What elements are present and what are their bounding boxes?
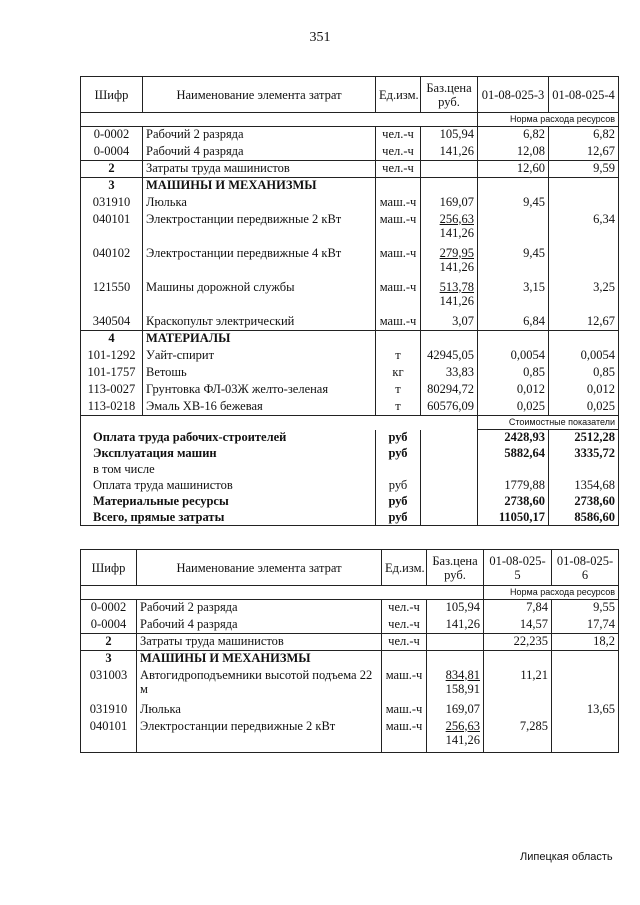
table-row bbox=[81, 178, 619, 195]
row-value-1 bbox=[484, 651, 552, 668]
row-unit: маш.-ч bbox=[382, 719, 427, 753]
row-price bbox=[427, 719, 484, 753]
row-price bbox=[421, 212, 478, 246]
table-row bbox=[81, 127, 619, 144]
row-value-1: 3,15 bbox=[478, 280, 549, 314]
row-name: Затраты труда машинистов bbox=[143, 161, 376, 178]
cost-row bbox=[81, 446, 619, 462]
row-name: МАШИНЫ И МЕХАНИЗМЫ bbox=[143, 178, 376, 195]
row-unit: маш.-ч bbox=[376, 314, 421, 331]
row-unit bbox=[376, 331, 421, 348]
cost-price-empty bbox=[421, 510, 478, 526]
row-unit: чел.-ч bbox=[376, 127, 421, 144]
row-value-1: 9,45 bbox=[478, 246, 549, 280]
row-price bbox=[421, 314, 478, 331]
cost-name: Всего, прямые затраты bbox=[81, 510, 376, 526]
cost-label-spacer bbox=[81, 416, 478, 430]
cost-name: в том числе bbox=[81, 462, 376, 478]
cost-row bbox=[81, 430, 619, 446]
header-col2: 01-08-025-4 bbox=[549, 77, 619, 113]
row-value-1: 14,57 bbox=[484, 617, 552, 634]
row-price bbox=[421, 195, 478, 212]
row-name: Краскопульт электрический bbox=[143, 314, 376, 331]
row-name: МАШИНЫ И МЕХАНИЗМЫ bbox=[137, 651, 382, 668]
table-row bbox=[81, 144, 619, 161]
row-unit: чел.-ч bbox=[382, 600, 427, 617]
row-name: Ветошь bbox=[143, 365, 376, 382]
row-value-2: 3,25 bbox=[549, 280, 619, 314]
row-price-extra: 158,91 bbox=[445, 681, 480, 696]
table-row bbox=[81, 280, 619, 314]
header-price: Баз.цена руб. bbox=[427, 550, 484, 586]
row-value-1: 12,60 bbox=[478, 161, 549, 178]
table-row bbox=[81, 399, 619, 416]
row-unit: маш.-ч bbox=[376, 246, 421, 280]
cost-name: Оплата труда машинистов bbox=[81, 478, 376, 494]
row-price-value: 105,94 bbox=[445, 600, 480, 614]
row-value-2: 12,67 bbox=[549, 314, 619, 331]
row-price bbox=[421, 365, 478, 382]
row-name: Уайт-спирит bbox=[143, 348, 376, 365]
header-col2: 01-08-025-6 bbox=[552, 550, 619, 586]
row-unit: маш.-ч bbox=[376, 195, 421, 212]
cost-value-2: 1354,68 bbox=[549, 478, 619, 494]
row-value-2 bbox=[552, 668, 619, 702]
cost-name: Эксплуатация машин bbox=[81, 446, 376, 462]
cost-value-2: 2738,60 bbox=[549, 494, 619, 510]
cost-row bbox=[81, 510, 619, 526]
header-unit: Ед.изм. bbox=[376, 77, 421, 113]
row-value-1: 7,84 bbox=[484, 600, 552, 617]
row-unit bbox=[382, 651, 427, 668]
row-value-1: 0,012 bbox=[478, 382, 549, 399]
row-price-extra: 141,26 bbox=[439, 225, 474, 240]
row-unit bbox=[376, 178, 421, 195]
row-name: Люлька bbox=[143, 195, 376, 212]
row-value-1: 11,21 bbox=[484, 668, 552, 702]
row-value-1: 9,45 bbox=[478, 195, 549, 212]
row-price-value: 513,78 bbox=[439, 279, 474, 294]
row-value-1: 0,85 bbox=[478, 365, 549, 382]
row-code: 3 bbox=[81, 178, 143, 195]
row-value-2 bbox=[549, 331, 619, 348]
cost-name: Материальные ресурсы bbox=[81, 494, 376, 510]
row-code: 2 bbox=[81, 161, 143, 178]
row-value-1 bbox=[484, 702, 552, 719]
header-code: Шифр bbox=[81, 550, 137, 586]
cost-name: Оплата труда рабочих-строителей bbox=[81, 430, 376, 446]
header-code: Шифр bbox=[81, 77, 143, 113]
resource-table-1 bbox=[80, 76, 619, 526]
row-code: 031003 bbox=[81, 668, 137, 702]
row-value-2: 0,85 bbox=[549, 365, 619, 382]
cost-value-1: 11050,17 bbox=[478, 510, 549, 526]
row-price bbox=[427, 651, 484, 668]
cost-label-row bbox=[81, 416, 619, 430]
row-code: 0-0002 bbox=[81, 600, 137, 617]
row-value-1 bbox=[478, 212, 549, 246]
row-name: Машины дорожной службы bbox=[143, 280, 376, 314]
table-row bbox=[81, 314, 619, 331]
table-row bbox=[81, 331, 619, 348]
row-price-extra: 141,26 bbox=[445, 732, 480, 747]
cost-unit: руб bbox=[376, 478, 421, 494]
row-code: 031910 bbox=[81, 702, 137, 719]
page-number: 351 bbox=[309, 30, 331, 45]
header-name: Наименование элемента затрат bbox=[137, 550, 382, 586]
row-price bbox=[421, 348, 478, 365]
row-unit: маш.-ч bbox=[376, 280, 421, 314]
row-price bbox=[427, 668, 484, 702]
row-value-2 bbox=[549, 246, 619, 280]
table-row bbox=[81, 348, 619, 365]
table-row bbox=[81, 719, 619, 753]
row-value-1: 6,84 bbox=[478, 314, 549, 331]
header-price: Баз.цена руб. bbox=[421, 77, 478, 113]
row-name: Электростанции передвижные 2 кВт bbox=[137, 719, 382, 753]
norm-label: Норма расхода ресурсов bbox=[478, 113, 619, 127]
table-row bbox=[81, 365, 619, 382]
cost-unit: руб bbox=[376, 494, 421, 510]
row-value-2: 9,59 bbox=[549, 161, 619, 178]
row-unit: маш.-ч bbox=[376, 212, 421, 246]
row-value-2: 9,55 bbox=[552, 600, 619, 617]
row-unit: маш.-ч bbox=[382, 702, 427, 719]
cost-unit: руб bbox=[376, 446, 421, 462]
cost-value-1: 2738,60 bbox=[478, 494, 549, 510]
row-price-value: 141,26 bbox=[439, 143, 474, 158]
row-name: Рабочий 2 разряда bbox=[137, 600, 382, 617]
footer-region: Липецкая область bbox=[520, 851, 613, 863]
row-price bbox=[421, 246, 478, 280]
row-code: 113-0218 bbox=[81, 399, 143, 416]
cost-price-empty bbox=[421, 478, 478, 494]
row-price-value: 105,94 bbox=[439, 127, 474, 141]
row-code: 0-0004 bbox=[81, 617, 137, 634]
header-name: Наименование элемента затрат bbox=[143, 77, 376, 113]
cost-value-2 bbox=[549, 462, 619, 478]
row-code: 4 bbox=[81, 331, 143, 348]
row-price bbox=[427, 634, 484, 651]
row-price bbox=[427, 617, 484, 634]
cost-value-1: 5882,64 bbox=[478, 446, 549, 462]
row-code: 040101 bbox=[81, 212, 143, 246]
row-code: 101-1757 bbox=[81, 365, 143, 382]
header-col1: 01-08-025-3 bbox=[478, 77, 549, 113]
row-price bbox=[421, 331, 478, 348]
table-row bbox=[81, 702, 619, 719]
row-value-2 bbox=[549, 195, 619, 212]
row-unit: кг bbox=[376, 365, 421, 382]
row-price-value: 834,81 bbox=[445, 667, 480, 682]
row-name: Люлька bbox=[137, 702, 382, 719]
row-value-1: 12,08 bbox=[478, 144, 549, 161]
row-code: 0-0002 bbox=[81, 127, 143, 144]
row-price-extra: 141,26 bbox=[439, 259, 474, 274]
table-row bbox=[81, 382, 619, 399]
row-price-value: 60576,09 bbox=[427, 398, 474, 413]
row-name: Электростанции передвижные 2 кВт bbox=[143, 212, 376, 246]
row-name: Затраты труда машинистов bbox=[137, 634, 382, 651]
table-row bbox=[81, 246, 619, 280]
row-value-1 bbox=[478, 178, 549, 195]
norm-label: Норма расхода ресурсов bbox=[484, 586, 619, 600]
row-name: Грунтовка ФЛ-03Ж желто-зеленая bbox=[143, 382, 376, 399]
row-name: Эмаль ХВ-16 бежевая bbox=[143, 399, 376, 416]
row-price bbox=[421, 144, 478, 161]
row-price bbox=[421, 127, 478, 144]
row-value-1 bbox=[478, 331, 549, 348]
row-value-2: 18,2 bbox=[552, 634, 619, 651]
table-row bbox=[81, 668, 619, 702]
row-value-2: 0,012 bbox=[549, 382, 619, 399]
row-value-2 bbox=[552, 651, 619, 668]
row-price-value: 169,07 bbox=[439, 194, 474, 209]
row-value-2: 6,82 bbox=[549, 127, 619, 144]
row-value-1: 0,0054 bbox=[478, 348, 549, 365]
row-price bbox=[427, 702, 484, 719]
row-price-value: 3,07 bbox=[452, 313, 474, 328]
table-row bbox=[81, 600, 619, 617]
cost-value-2: 2512,28 bbox=[549, 430, 619, 446]
row-name: Автогидроподъемники высотой подъема 22 м bbox=[137, 668, 382, 702]
row-unit: т bbox=[376, 382, 421, 399]
row-name: Электростанции передвижные 4 кВт bbox=[143, 246, 376, 280]
header-unit: Ед.изм. bbox=[382, 550, 427, 586]
cost-row bbox=[81, 462, 619, 478]
row-value-2 bbox=[549, 178, 619, 195]
row-price-value: 256,63 bbox=[439, 211, 474, 226]
row-value-2 bbox=[552, 719, 619, 753]
row-unit: т bbox=[376, 399, 421, 416]
cost-value-1 bbox=[478, 462, 549, 478]
row-name: Рабочий 4 разряда bbox=[137, 617, 382, 634]
row-value-2: 17,74 bbox=[552, 617, 619, 634]
row-value-2: 13,65 bbox=[552, 702, 619, 719]
row-code: 2 bbox=[81, 634, 137, 651]
row-code: 031910 bbox=[81, 195, 143, 212]
resource-table-2 bbox=[80, 549, 619, 753]
row-value-1: 6,82 bbox=[478, 127, 549, 144]
cost-unit: руб bbox=[376, 430, 421, 446]
table-row bbox=[81, 212, 619, 246]
row-unit: чел.-ч bbox=[376, 161, 421, 178]
cost-unit: руб bbox=[376, 510, 421, 526]
row-price-value: 256,63 bbox=[445, 718, 480, 733]
row-unit: чел.-ч bbox=[376, 144, 421, 161]
row-price-value: 33,83 bbox=[445, 364, 474, 379]
row-price-value: 80294,72 bbox=[427, 381, 474, 396]
row-price-value: 279,95 bbox=[439, 245, 474, 260]
row-unit: маш.-ч bbox=[382, 668, 427, 702]
row-code: 101-1292 bbox=[81, 348, 143, 365]
cost-row bbox=[81, 478, 619, 494]
row-code: 121550 bbox=[81, 280, 143, 314]
cost-price-empty bbox=[421, 494, 478, 510]
cost-unit bbox=[376, 462, 421, 478]
row-name: Рабочий 2 разряда bbox=[143, 127, 376, 144]
row-price bbox=[421, 280, 478, 314]
row-value-1: 0,025 bbox=[478, 399, 549, 416]
row-unit: чел.-ч bbox=[382, 634, 427, 651]
row-unit: чел.-ч bbox=[382, 617, 427, 634]
row-price bbox=[421, 161, 478, 178]
row-name: МАТЕРИАЛЫ bbox=[143, 331, 376, 348]
row-price bbox=[421, 178, 478, 195]
table-row bbox=[81, 195, 619, 212]
row-name: Рабочий 4 разряда bbox=[143, 144, 376, 161]
row-value-2: 6,34 bbox=[549, 212, 619, 246]
row-value-1: 22,235 bbox=[484, 634, 552, 651]
row-price-value: 42945,05 bbox=[427, 347, 474, 362]
row-price bbox=[427, 600, 484, 617]
cost-value-2: 3335,72 bbox=[549, 446, 619, 462]
row-code: 040102 bbox=[81, 246, 143, 280]
row-code: 040101 bbox=[81, 719, 137, 753]
row-code: 0-0004 bbox=[81, 144, 143, 161]
row-value-2: 12,67 bbox=[549, 144, 619, 161]
cost-price-empty bbox=[421, 446, 478, 462]
table-row bbox=[81, 634, 619, 651]
row-code: 340504 bbox=[81, 314, 143, 331]
cost-price-empty bbox=[421, 462, 478, 478]
row-value-1: 7,285 bbox=[484, 719, 552, 753]
cost-value-1: 2428,93 bbox=[478, 430, 549, 446]
row-price bbox=[421, 399, 478, 416]
cost-price-empty bbox=[421, 430, 478, 446]
row-value-2: 0,0054 bbox=[549, 348, 619, 365]
row-price-extra: 141,26 bbox=[439, 293, 474, 308]
row-price-value: 141,26 bbox=[445, 616, 480, 631]
table-row bbox=[81, 161, 619, 178]
row-code: 3 bbox=[81, 651, 137, 668]
row-price bbox=[421, 382, 478, 399]
cost-value-2: 8586,60 bbox=[549, 510, 619, 526]
row-value-2: 0,025 bbox=[549, 399, 619, 416]
header-col1: 01-08-025-5 bbox=[484, 550, 552, 586]
row-code: 113-0027 bbox=[81, 382, 143, 399]
row-unit: т bbox=[376, 348, 421, 365]
table-row bbox=[81, 617, 619, 634]
row-price-value: 169,07 bbox=[445, 701, 480, 716]
table-row bbox=[81, 651, 619, 668]
cost-row bbox=[81, 494, 619, 510]
cost-value-1: 1779,88 bbox=[478, 478, 549, 494]
cost-label: Стоимостные показатели bbox=[478, 416, 619, 430]
